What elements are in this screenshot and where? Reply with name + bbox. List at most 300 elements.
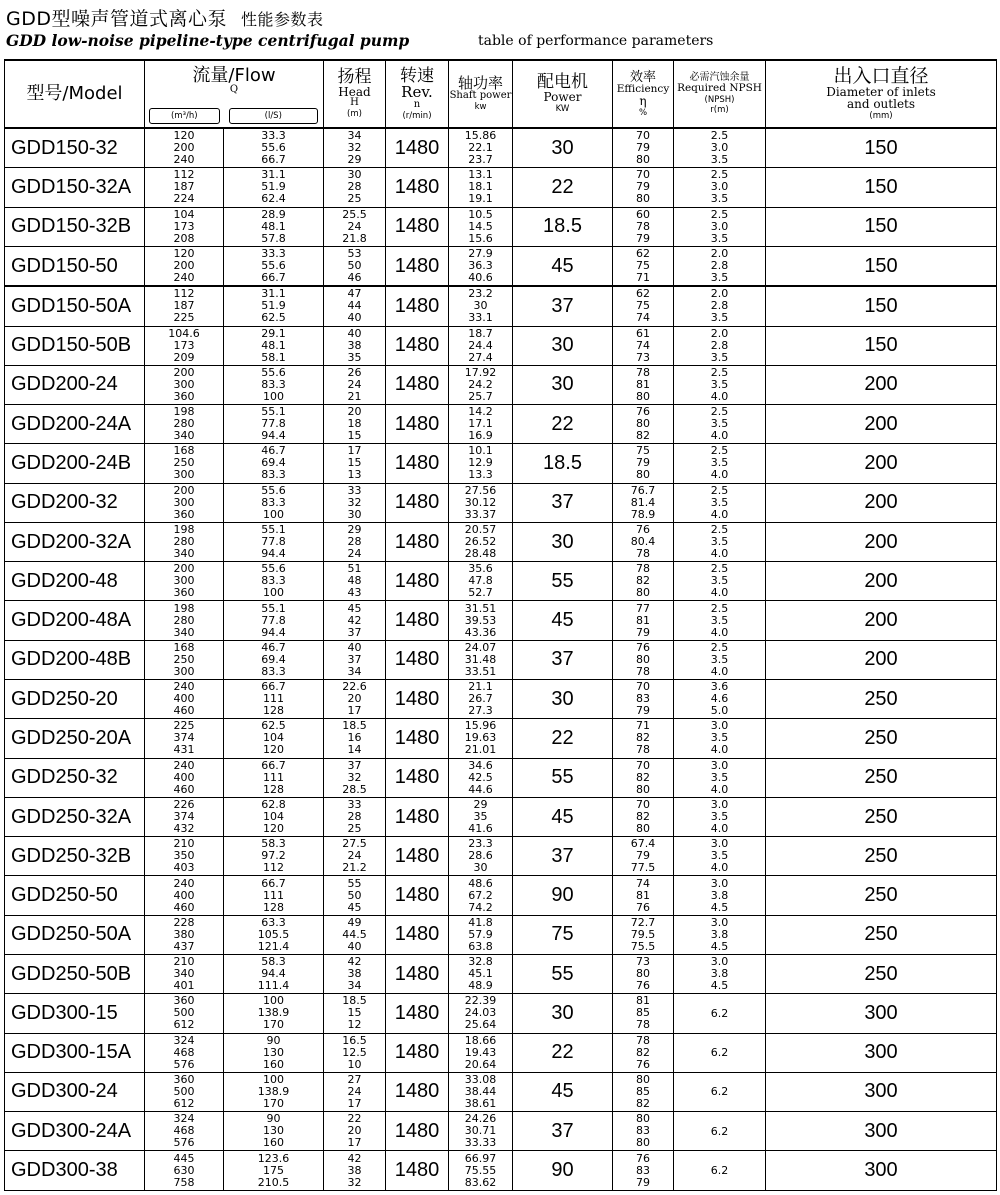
- head-cell: [324, 483, 386, 522]
- shaft-power-cell-values: [449, 642, 512, 678]
- flow-m3h-cell-values: [145, 288, 223, 324]
- head-cell-values: [324, 406, 385, 442]
- head-cell-value: 37: [347, 758, 362, 772]
- model-cell: GDD200-24A: [5, 405, 145, 444]
- power-cell: 30: [513, 365, 613, 404]
- performance-table: [4, 59, 997, 1191]
- head-cell: [324, 168, 386, 207]
- shaft-power-cell-value: 18.66: [464, 1033, 497, 1047]
- head-cell: [324, 797, 386, 836]
- table-row: [5, 680, 997, 719]
- efficiency-cell-values: [613, 917, 673, 953]
- efficiency-cell-value: 76: [636, 900, 650, 914]
- shaft-power-cell: [449, 837, 513, 876]
- flow-m3h-cell-value: 208: [173, 231, 195, 245]
- npsh-cell-value: 4.0: [710, 743, 729, 757]
- flow-ls-cell-value: 94.4: [261, 967, 286, 981]
- head-cell-value: 47: [347, 287, 362, 301]
- efficiency-cell: [613, 1072, 674, 1111]
- efficiency-cell-value: 70: [636, 798, 650, 812]
- power-cell: 90: [513, 1151, 613, 1191]
- flow-ls-cell: [224, 719, 324, 758]
- shaft-power-cell-value: 21.01: [464, 743, 497, 757]
- npsh-cell-value: 2.5: [710, 562, 729, 576]
- diameter-cell: 250: [766, 680, 997, 719]
- flow-m3h-cell-value: 280: [173, 535, 195, 549]
- efficiency-cell-value: 75: [636, 259, 650, 273]
- flow-ls-cell-value: 121.4: [257, 939, 290, 953]
- efficiency-cell: [613, 286, 674, 326]
- npsh-cell-value: 3.5: [710, 849, 729, 863]
- npsh-cell-values: [674, 367, 765, 403]
- head-cell-value: 25: [347, 822, 362, 836]
- shaft-power-cell-value: 16.9: [468, 429, 493, 443]
- shaft-power-cell-values: [449, 524, 512, 560]
- flow-m3h-cell-value: 187: [173, 299, 195, 313]
- flow-m3h-cell-values: [145, 485, 223, 521]
- head-cell-value: 38: [347, 338, 362, 352]
- power-cell: 22: [513, 719, 613, 758]
- npsh-cell-values: [674, 524, 765, 560]
- shaft-power-cell-value: 38.61: [464, 1096, 497, 1110]
- efficiency-cell-value: 73: [636, 955, 650, 969]
- flow-ls-cell-value: 62.5: [261, 311, 286, 325]
- table-row: [5, 246, 997, 286]
- head-cell: [324, 719, 386, 758]
- efficiency-cell: [613, 758, 674, 797]
- flow-m3h-cell-values: [145, 524, 223, 560]
- shaft-power-cell-value: 28.6: [468, 849, 493, 863]
- flow-m3h-cell-value: 340: [173, 429, 195, 443]
- model-cell: GDD250-50A: [5, 915, 145, 954]
- model-cell: GDD300-15A: [5, 1033, 145, 1072]
- flow-ls-cell: [224, 168, 324, 207]
- flow-ls-cell-value: 94.4: [261, 429, 286, 443]
- head-cell-value: 50: [347, 259, 362, 273]
- shaft-power-cell-values: [449, 603, 512, 639]
- flow-m3h-cell-values: [145, 1153, 223, 1189]
- flow-ls-cell-value: 138.9: [257, 1084, 290, 1098]
- header-efficiency: [613, 60, 674, 128]
- npsh-cell-value: 4.0: [710, 429, 729, 443]
- flow-ls-cell-value: 66.7: [261, 876, 286, 890]
- model-cell: GDD200-48A: [5, 601, 145, 640]
- npsh-cell: 6.2: [674, 1072, 766, 1111]
- shaft-power-cell-value: 35.6: [468, 562, 493, 576]
- flow-m3h-cell-value: 445: [173, 1151, 195, 1165]
- shaft-power-cell-values: [449, 328, 512, 364]
- efficiency-cell-value: 70: [636, 758, 650, 772]
- efficiency-cell: [613, 326, 674, 365]
- shaft-power-cell: [449, 405, 513, 444]
- flow-m3h-cell-value: 400: [173, 692, 195, 706]
- flow-ls-cell-values: [224, 209, 323, 245]
- title-cn-main: GDD型噪声管道式离心泵: [6, 8, 227, 30]
- power-cell: 45: [513, 1072, 613, 1111]
- flow-m3h-cell-value: 240: [173, 758, 195, 772]
- header-dia-unit: (mm): [869, 111, 893, 122]
- efficiency-cell-value: 83: [636, 692, 650, 706]
- npsh-cell-values: [674, 603, 765, 639]
- rev-cell: 1480: [386, 640, 449, 679]
- head-cell: [324, 128, 386, 168]
- flow-m3h-cell-value: 324: [173, 1112, 195, 1126]
- flow-ls-cell-value: 58.3: [261, 955, 286, 969]
- head-cell-value: 21.8: [342, 231, 367, 245]
- npsh-cell-value: 4.5: [710, 979, 729, 993]
- flow-ls-cell-value: 55.1: [261, 405, 286, 419]
- flow-m3h-cell-value: 198: [173, 405, 195, 419]
- head-cell-values: [324, 288, 385, 324]
- model-cell: GDD200-24B: [5, 444, 145, 483]
- power-cell: 30: [513, 326, 613, 365]
- flow-m3h-cell-value: 224: [173, 192, 195, 206]
- shaft-power-cell: [449, 876, 513, 915]
- efficiency-cell-value: 80: [636, 822, 650, 836]
- shaft-power-cell-value: 30.71: [464, 1124, 497, 1138]
- npsh-cell-values: [674, 878, 765, 914]
- shaft-power-cell-value: 23.3: [468, 837, 493, 851]
- flow-m3h-cell-value: 400: [173, 770, 195, 784]
- diameter-cell: 250: [766, 719, 997, 758]
- flow-ls-cell-values: [224, 681, 323, 717]
- flow-ls-cell: [224, 1033, 324, 1072]
- efficiency-cell-value: 80: [636, 967, 650, 981]
- head-cell: [324, 955, 386, 994]
- power-cell: 37: [513, 286, 613, 326]
- flow-ls-cell: [224, 128, 324, 168]
- head-cell: [324, 758, 386, 797]
- shaft-power-cell-values: [449, 995, 512, 1031]
- flow-m3h-cell: [145, 128, 224, 168]
- efficiency-cell-value: 74: [636, 311, 650, 325]
- head-cell: [324, 246, 386, 286]
- flow-ls-cell-value: 83.3: [261, 468, 286, 482]
- flow-ls-cell-value: 100: [263, 389, 284, 403]
- npsh-cell: [674, 207, 766, 246]
- model-cell: GDD300-24A: [5, 1112, 145, 1151]
- rev-cell: 1480: [386, 522, 449, 561]
- title-en-sub: table of performance parameters: [478, 33, 714, 49]
- flow-ls-cell-value: 62.8: [261, 798, 286, 812]
- flow-m3h-cell: [145, 955, 224, 994]
- npsh-cell-value: 2.5: [710, 129, 729, 143]
- npsh-cell: [674, 365, 766, 404]
- rev-cell: 1480: [386, 444, 449, 483]
- shaft-power-cell-value: 33.1: [468, 311, 493, 325]
- head-cell: [324, 405, 386, 444]
- efficiency-cell-values: [613, 720, 673, 756]
- flow-m3h-cell-values: [145, 563, 223, 599]
- shaft-power-cell-value: 52.7: [468, 586, 493, 600]
- efficiency-cell-value: 79: [636, 456, 650, 470]
- flow-m3h-cell-value: 468: [173, 1124, 195, 1138]
- flow-ls-cell-value: 105.5: [257, 927, 290, 941]
- shaft-power-cell-value: 33.51: [464, 664, 497, 678]
- npsh-cell-value: 4.0: [710, 389, 729, 403]
- flow-m3h-cell: [145, 365, 224, 404]
- flow-ls-cell-value: 66.7: [261, 271, 286, 285]
- efficiency-cell-values: [613, 1035, 673, 1071]
- npsh-cell-value: 3.6: [710, 680, 729, 694]
- header-diameter: [766, 60, 997, 128]
- npsh-cell-value: 3.5: [710, 535, 729, 549]
- header-shaft-en: Shaft power: [449, 90, 512, 102]
- flow-m3h-cell-value: 403: [173, 861, 195, 875]
- head-cell-value: 40: [347, 939, 362, 953]
- table-row: [5, 1112, 997, 1151]
- shaft-power-cell-values: [449, 209, 512, 245]
- shaft-power-cell-values: [449, 248, 512, 284]
- efficiency-cell-value: 82: [636, 731, 650, 745]
- flow-m3h-cell-values: [145, 838, 223, 874]
- head-cell-value: 38: [347, 1163, 362, 1177]
- model-cell: GDD200-32A: [5, 522, 145, 561]
- efficiency-cell: [613, 837, 674, 876]
- flow-m3h-cell-value: 576: [173, 1136, 195, 1150]
- efficiency-cell-values: [613, 878, 673, 914]
- shaft-power-cell-value: 25.7: [468, 389, 493, 403]
- efficiency-cell-value: 80: [636, 586, 650, 600]
- rev-cell: 1480: [386, 601, 449, 640]
- diameter-cell: 300: [766, 1033, 997, 1072]
- header-npsh-symbol: (NPSH): [704, 94, 735, 105]
- shaft-power-cell-value: 17.92: [464, 365, 497, 379]
- shaft-power-cell-value: 36.3: [468, 259, 493, 273]
- efficiency-cell-values: [613, 838, 673, 874]
- shaft-power-cell-values: [449, 1153, 512, 1189]
- table-row: [5, 128, 997, 168]
- rev-cell: 1480: [386, 1072, 449, 1111]
- header-dia-en1: Diameter of inlets: [826, 85, 936, 100]
- npsh-cell-values: [674, 917, 765, 953]
- flow-ls-cell-value: 31.1: [261, 168, 286, 182]
- head-cell-values: [324, 485, 385, 521]
- npsh-cell-values: [674, 248, 765, 284]
- efficiency-cell-value: 67.4: [630, 837, 656, 851]
- diameter-cell: 200: [766, 483, 997, 522]
- flow-ls-cell-values: [224, 956, 323, 992]
- npsh-cell-values: [674, 209, 765, 245]
- flow-m3h-cell-value: 576: [173, 1057, 195, 1071]
- head-cell-value: 10: [347, 1057, 362, 1071]
- flow-m3h-cell-values: [145, 1113, 223, 1149]
- efficiency-cell: [613, 680, 674, 719]
- shaft-power-cell: [449, 483, 513, 522]
- head-cell-value: 33: [347, 483, 362, 497]
- flow-m3h-cell-value: 280: [173, 613, 195, 627]
- shaft-power-cell-value: 48.6: [468, 876, 493, 890]
- shaft-power-cell-value: 19.63: [464, 731, 497, 745]
- diameter-cell: 150: [766, 168, 997, 207]
- flow-m3h-cell-values: [145, 956, 223, 992]
- npsh-cell-value: 4.0: [710, 822, 729, 836]
- efficiency-cell-value: 75: [636, 299, 650, 313]
- flow-m3h-cell: [145, 601, 224, 640]
- flow-ls-cell-values: [224, 328, 323, 364]
- shaft-power-cell-values: [449, 917, 512, 953]
- table-row: [5, 168, 997, 207]
- shaft-power-cell-value: 14.5: [468, 219, 493, 233]
- power-cell: 22: [513, 1033, 613, 1072]
- model-cell: GDD250-50: [5, 876, 145, 915]
- shaft-power-cell-value: 29: [473, 798, 488, 812]
- power-cell: 37: [513, 640, 613, 679]
- flow-m3h-cell-value: 500: [173, 1006, 195, 1020]
- shaft-power-cell-values: [449, 1035, 512, 1071]
- head-cell-values: [324, 799, 385, 835]
- flow-m3h-cell-value: 250: [173, 456, 195, 470]
- head-cell: [324, 286, 386, 326]
- head-cell: [324, 1033, 386, 1072]
- flow-m3h-cell-value: 300: [173, 468, 195, 482]
- flow-ls-cell-value: 83.3: [261, 574, 286, 588]
- model-cell: GDD250-20: [5, 680, 145, 719]
- efficiency-cell: [613, 207, 674, 246]
- shaft-power-cell-value: 31.48: [464, 652, 497, 666]
- diameter-cell: 200: [766, 640, 997, 679]
- head-cell-values: [324, 642, 385, 678]
- flow-m3h-cell-value: 200: [173, 562, 195, 576]
- flow-m3h-cell: [145, 1151, 224, 1191]
- flow-m3h-cell-value: 198: [173, 601, 195, 615]
- flow-ls-cell-value: 51.9: [261, 299, 286, 313]
- npsh-cell-value: 2.0: [710, 287, 729, 301]
- shaft-power-cell-value: 39.53: [464, 613, 497, 627]
- shaft-power-cell-value: 18.1: [468, 180, 493, 194]
- npsh-cell-value: 2.5: [710, 365, 729, 379]
- npsh-cell-values: [674, 406, 765, 442]
- shaft-power-cell: [449, 326, 513, 365]
- head-cell-values: [324, 1113, 385, 1149]
- flow-ls-cell: [224, 326, 324, 365]
- shaft-power-cell-values: [449, 720, 512, 756]
- shaft-power-cell-value: 14.2: [468, 405, 493, 419]
- flow-m3h-cell-value: 630: [173, 1163, 195, 1177]
- efficiency-cell-value: 80: [636, 192, 650, 206]
- efficiency-cell: [613, 168, 674, 207]
- flow-ls-cell-value: 77.8: [261, 613, 286, 627]
- diameter-cell: 200: [766, 405, 997, 444]
- shaft-power-cell-value: 13.3: [468, 468, 493, 482]
- diameter-cell: 250: [766, 876, 997, 915]
- flow-m3h-cell: [145, 246, 224, 286]
- header-npsh-unit: r(m): [710, 105, 729, 116]
- header-flow-label: 流量/Flow: [192, 65, 276, 86]
- head-cell-value: 49: [347, 915, 362, 929]
- model-cell: GDD250-32: [5, 758, 145, 797]
- rev-cell: 1480: [386, 680, 449, 719]
- rev-cell: 1480: [386, 837, 449, 876]
- shaft-power-cell-value: 38.44: [464, 1084, 497, 1098]
- flow-m3h-cell-values: [145, 130, 223, 166]
- header-rev-en: Rev.: [401, 82, 433, 101]
- table-row: [5, 365, 997, 404]
- diameter-cell: 150: [766, 286, 997, 326]
- head-cell-value: 20: [347, 692, 362, 706]
- efficiency-cell-value: 79: [636, 849, 650, 863]
- flow-ls-cell-values: [224, 169, 323, 205]
- rev-cell: 1480: [386, 246, 449, 286]
- shaft-power-cell-value: 48.9: [468, 979, 493, 993]
- npsh-cell: [674, 955, 766, 994]
- efficiency-cell-value: 82: [636, 770, 650, 784]
- flow-ls-cell-values: [224, 917, 323, 953]
- flow-ls-cell-value: 100: [263, 586, 284, 600]
- npsh-cell-values: [674, 288, 765, 324]
- flow-m3h-cell-values: [145, 995, 223, 1031]
- flow-m3h-cell-value: 168: [173, 444, 195, 458]
- power-cell: 22: [513, 405, 613, 444]
- efficiency-cell-value: 79: [636, 704, 650, 718]
- flow-m3h-cell-value: 758: [173, 1175, 195, 1189]
- efficiency-cell: [613, 1033, 674, 1072]
- flow-ls-cell-values: [224, 1035, 323, 1071]
- head-cell-values: [324, 209, 385, 245]
- flow-ls-cell-values: [224, 995, 323, 1031]
- efficiency-cell-value: 71: [636, 271, 650, 285]
- model-cell: GDD250-20A: [5, 719, 145, 758]
- header-flow-unit-m3h: (m³/h): [149, 108, 220, 124]
- npsh-cell-value: 2.5: [710, 483, 729, 497]
- head-cell-value: 29: [347, 153, 362, 167]
- flow-m3h-cell-values: [145, 720, 223, 756]
- flow-ls-cell: [224, 640, 324, 679]
- header-flow: [145, 60, 324, 128]
- efficiency-cell: [613, 640, 674, 679]
- efficiency-cell-value: 78: [636, 1033, 650, 1047]
- flow-ls-cell-value: 55.1: [261, 601, 286, 615]
- head-cell: [324, 562, 386, 601]
- flow-m3h-cell-value: 173: [173, 338, 195, 352]
- model-cell: GDD150-50: [5, 246, 145, 286]
- header-eff-unit: %: [638, 107, 648, 118]
- flow-ls-cell: [224, 483, 324, 522]
- model-cell: GDD200-48: [5, 562, 145, 601]
- flow-ls-cell-value: 66.7: [261, 153, 286, 167]
- diameter-cell: 250: [766, 758, 997, 797]
- head-cell-value: 42: [347, 1151, 362, 1165]
- flow-m3h-cell-value: 228: [173, 915, 195, 929]
- efficiency-cell-values: [613, 524, 673, 560]
- npsh-cell: [674, 876, 766, 915]
- flow-m3h-cell-value: 360: [173, 586, 195, 600]
- flow-m3h-cell-value: 300: [173, 377, 195, 391]
- rev-cell: 1480: [386, 994, 449, 1033]
- table-row: [5, 758, 997, 797]
- efficiency-cell-values: [613, 642, 673, 678]
- rev-cell: 1480: [386, 797, 449, 836]
- head-cell-value: 32: [347, 1175, 362, 1189]
- header-eff-en: Efficiency: [616, 83, 670, 95]
- power-cell: 30: [513, 994, 613, 1033]
- flow-ls-cell-values: [224, 1113, 323, 1149]
- shaft-power-cell-value: 41.6: [468, 822, 493, 836]
- efficiency-cell-value: 80: [636, 782, 650, 796]
- efficiency-cell-value: 82: [636, 1045, 650, 1059]
- efficiency-cell-values: [613, 367, 673, 403]
- flow-ls-cell-value: 100: [263, 507, 284, 521]
- npsh-cell: 6.2: [674, 1033, 766, 1072]
- shaft-power-cell: [449, 955, 513, 994]
- table-row: [5, 915, 997, 954]
- power-cell: 45: [513, 246, 613, 286]
- model-cell: GDD250-50B: [5, 955, 145, 994]
- efficiency-cell-value: 83: [636, 1163, 650, 1177]
- head-cell-value: 22: [347, 1112, 362, 1126]
- head-cell-values: [324, 878, 385, 914]
- efficiency-cell-value: 82: [636, 810, 650, 824]
